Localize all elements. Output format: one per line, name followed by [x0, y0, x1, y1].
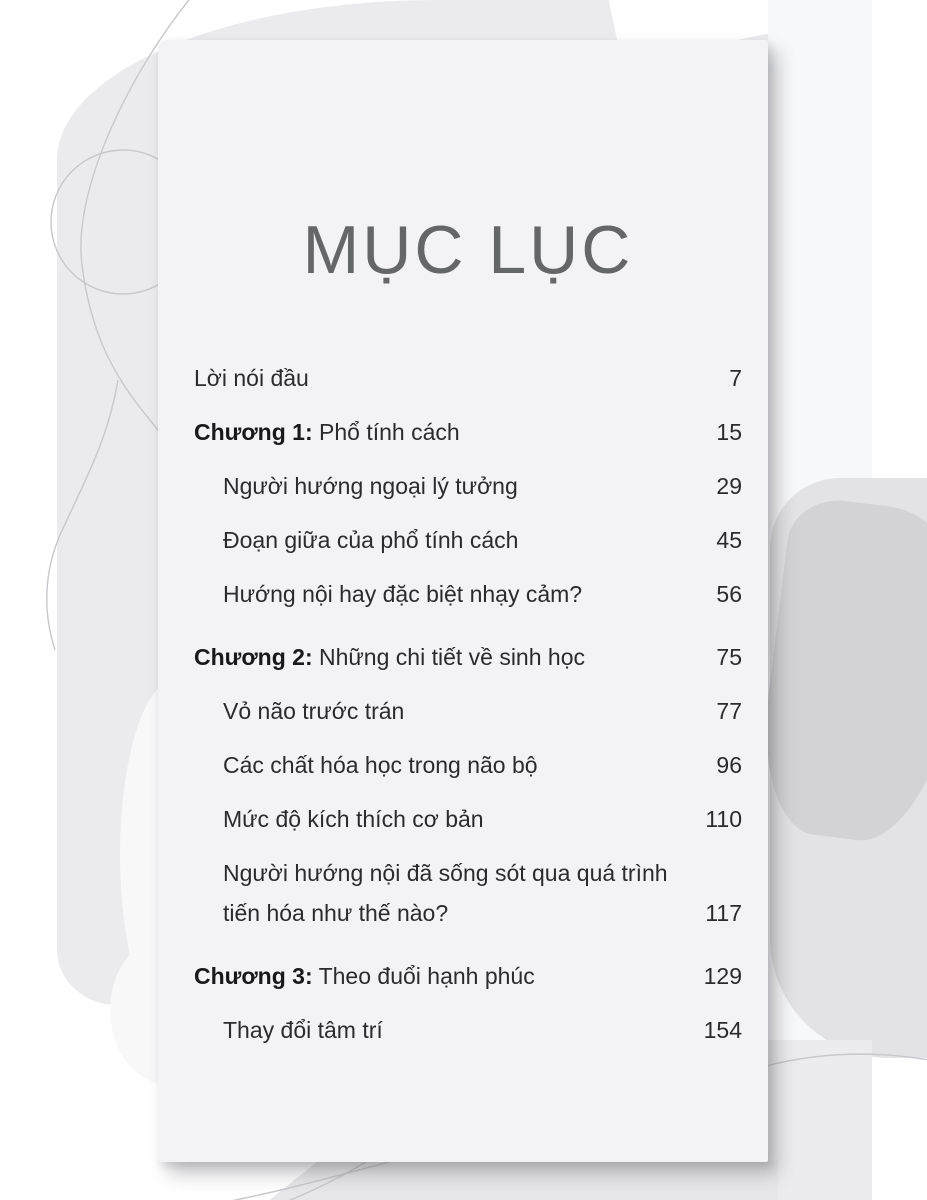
toc-entry-label [194, 899, 448, 927]
background-right-lower-gray [768, 1040, 872, 1200]
toc-entry-page-number: 154 [703, 1017, 742, 1043]
toc-entry-page-number: 129 [703, 963, 742, 989]
toc-entry-text: Người hướng ngoại lý tưởng [223, 473, 518, 499]
toc-entry [194, 899, 742, 927]
page-title: MỤC LỤC [302, 212, 634, 288]
toc-entry-label [194, 580, 582, 608]
toc-entry-text: Mức độ kích thích cơ bản [223, 806, 484, 832]
toc-entry-text: Người hướng nội đã sống sót qua quá trình [223, 860, 668, 886]
toc-entry-page-number: 29 [716, 473, 742, 499]
toc-entry-chapter-prefix: Chương 1: [194, 419, 313, 445]
toc-entry-text: Thay đổi tâm trí [223, 1017, 383, 1043]
toc-entry [194, 751, 742, 779]
toc-entry-text: Lời nói đầu [194, 365, 309, 391]
toc-entry-page-number: 15 [716, 419, 742, 445]
toc-entry-chapter-prefix: Chương 3: [194, 963, 313, 989]
toc-entry-page-number: 77 [716, 698, 742, 724]
toc-entry-page-number: 110 [705, 806, 742, 832]
toc-entry-label [194, 1016, 383, 1044]
toc-entry-page-number: 96 [716, 752, 742, 778]
toc-entry-chapter-prefix: Chương 2: [194, 644, 313, 670]
toc-entry-label [194, 472, 518, 500]
toc-entry-page-number: 45 [716, 527, 742, 553]
toc-entry-text: Vỏ não trước trán [223, 698, 405, 724]
toc-entry [194, 962, 742, 990]
toc-entry-text: tiến hóa như thế nào? [223, 900, 449, 926]
toc-entry [194, 364, 742, 392]
toc-entry-label [194, 418, 460, 446]
toc-entry [194, 643, 742, 671]
toc-entry [194, 580, 742, 608]
toc-entry-text: Phổ tính cách [312, 419, 460, 445]
toc-entry-text: Theo đuổi hạnh phúc [312, 963, 535, 989]
background-bottom-strip [158, 1160, 778, 1200]
toc-entry [194, 1016, 742, 1044]
toc-entry-label [194, 364, 309, 392]
toc-entry-label [194, 805, 484, 833]
toc-entry [194, 805, 742, 833]
toc-entry-label [194, 859, 668, 887]
toc-entry [194, 526, 742, 554]
toc-entry [194, 859, 742, 887]
toc-entry [194, 697, 742, 725]
toc-entry-label [194, 751, 538, 779]
toc-entry [194, 418, 742, 446]
toc-entry-page-number: 7 [729, 365, 742, 391]
toc-entry-page-number: 117 [705, 900, 742, 926]
toc-entry-page-number: 75 [716, 644, 742, 670]
toc-entry [194, 472, 742, 500]
toc-entry-label [194, 962, 535, 990]
toc-list [194, 364, 742, 1044]
toc-entry-text: Đoạn giữa của phổ tính cách [223, 527, 519, 553]
toc-entry-page-number: 56 [716, 581, 742, 607]
toc-entry-text: Hướng nội hay đặc biệt nhạy cảm? [223, 581, 583, 607]
toc-entry-label [194, 526, 518, 554]
toc-card [158, 40, 768, 1162]
toc-entry-label [194, 643, 585, 671]
toc-entry-text: Những chi tiết về sinh học [312, 644, 585, 670]
toc-entry-text: Các chất hóa học trong não bộ [223, 752, 538, 778]
toc-entry-label [194, 697, 404, 725]
